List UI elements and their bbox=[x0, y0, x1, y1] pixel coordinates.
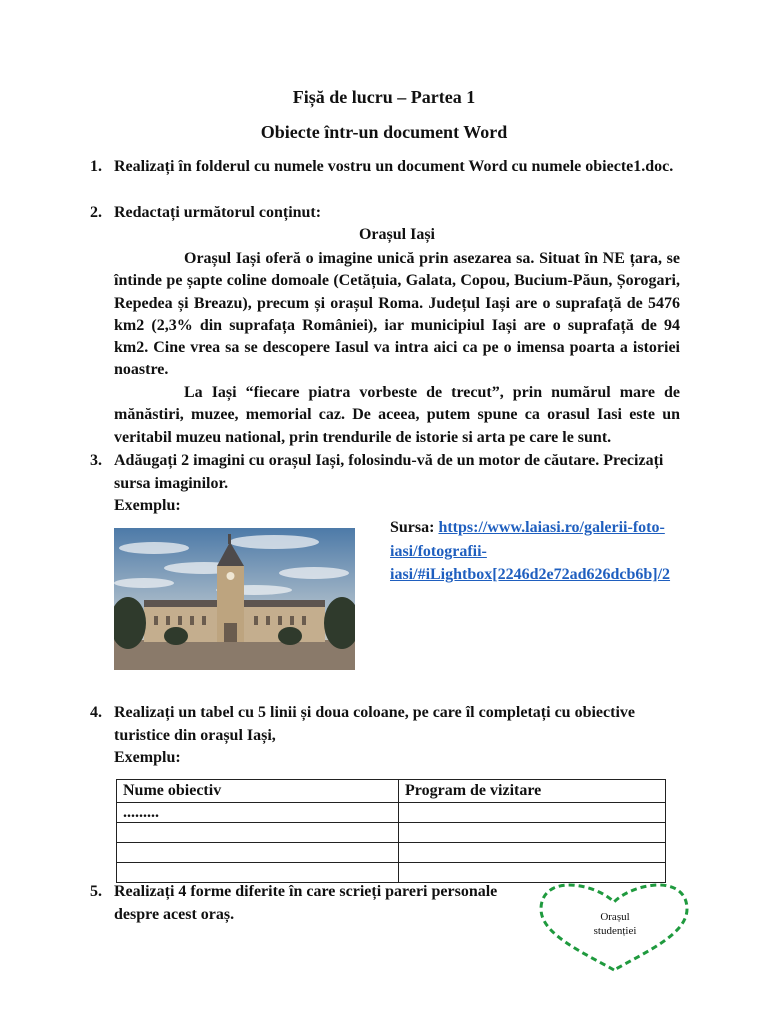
table-row bbox=[117, 863, 666, 883]
table-cell[interactable] bbox=[399, 823, 666, 843]
heart-text-line2: studenției bbox=[593, 925, 637, 937]
item-number: 5. bbox=[90, 883, 102, 900]
item-instruction: Realizați un tabel cu 5 linii și doua coloane, pe care îl completați cu obiective turistice din orașul Iași, bbox=[114, 704, 635, 744]
item-text bbox=[114, 450, 690, 518]
table-cell[interactable] bbox=[117, 823, 399, 843]
image-source bbox=[390, 516, 690, 587]
heart-shape-text bbox=[575, 910, 655, 938]
heart-text-line1: Orașul bbox=[600, 911, 630, 923]
table-cell[interactable] bbox=[399, 863, 666, 883]
item-text: Redactați următorul conținut: bbox=[114, 204, 322, 221]
source-link[interactable]: https://www.laiasi.ro/galerii-foto-iasi/fotografii-iasi/#iLightbox[2246d2e72ad626dcb6b]/2 bbox=[390, 519, 671, 583]
table-row bbox=[117, 843, 666, 863]
content-paragraph-1: Orașul Iași oferă o imagine unică prin asezarea sa. Situat în NE țara, se întinde pe șapte coline domoale (Cetățuia, Galata, Copou, Bucium-Păun, Șorogari, Repedea și Breazu), precum și orașul Roma. Județul Iași are o suprafață de 5476 km2 (2,3% din suprafața României), iar municipiul Iași are o suprafață de 94 km2. Cine vrea sa se descopere Iasul va intra aici ca pe o imensa poarta a istoriei noastre. bbox=[114, 250, 680, 379]
table-cell[interactable] bbox=[399, 803, 666, 823]
page-subtitle: Obiecte într-un document Word bbox=[260, 122, 508, 142]
source-label: Sursa: bbox=[390, 519, 435, 536]
content-paragraph-2: La Iași “fiecare piatra vorbeste de trecut”, prin numărul mare de mănăstiri, muzee, memorial caz. De aceea, putem spune ca orasul Iasi este un veritabil muzeu national, prin trendurile de istorie si arta pe care le sunt. bbox=[114, 384, 680, 446]
item-text: Realizați în folderul cu numele vostru un document Word cu numele obiecte1.doc. bbox=[114, 158, 674, 175]
table-cell[interactable]: ......... bbox=[117, 803, 399, 823]
table-cell[interactable] bbox=[117, 843, 399, 863]
table-header-row bbox=[117, 780, 666, 803]
item-instruction: Adăugați 2 imagini cu orașul Iași, folosindu-vă de un motor de căutare. Precizați sursa imaginilor. bbox=[114, 452, 664, 492]
table-cell[interactable] bbox=[117, 863, 399, 883]
table-cell[interactable] bbox=[399, 843, 666, 863]
example-label: Exemplu: bbox=[114, 749, 181, 767]
page-title: Fișă de lucru – Partea 1 bbox=[292, 87, 476, 107]
item-number: 2. bbox=[90, 204, 102, 221]
table-row bbox=[117, 823, 666, 843]
table-row bbox=[117, 803, 666, 823]
item-text: Realizați 4 forme diferite în care scrieți pareri personale despre acest oraș. bbox=[114, 883, 498, 923]
item-text bbox=[114, 702, 690, 770]
item-number: 4. bbox=[90, 704, 102, 721]
objectives-table bbox=[116, 779, 666, 883]
item-number: 3. bbox=[90, 452, 102, 469]
palace-of-culture-photo bbox=[114, 528, 355, 670]
item-number: 1. bbox=[90, 158, 102, 175]
column-header-name: Nume obiectiv bbox=[117, 780, 399, 803]
column-header-schedule: Program de vizitare bbox=[399, 780, 666, 803]
content-title: Orașul Iași bbox=[358, 226, 435, 243]
example-label: Exemplu: bbox=[114, 497, 181, 515]
